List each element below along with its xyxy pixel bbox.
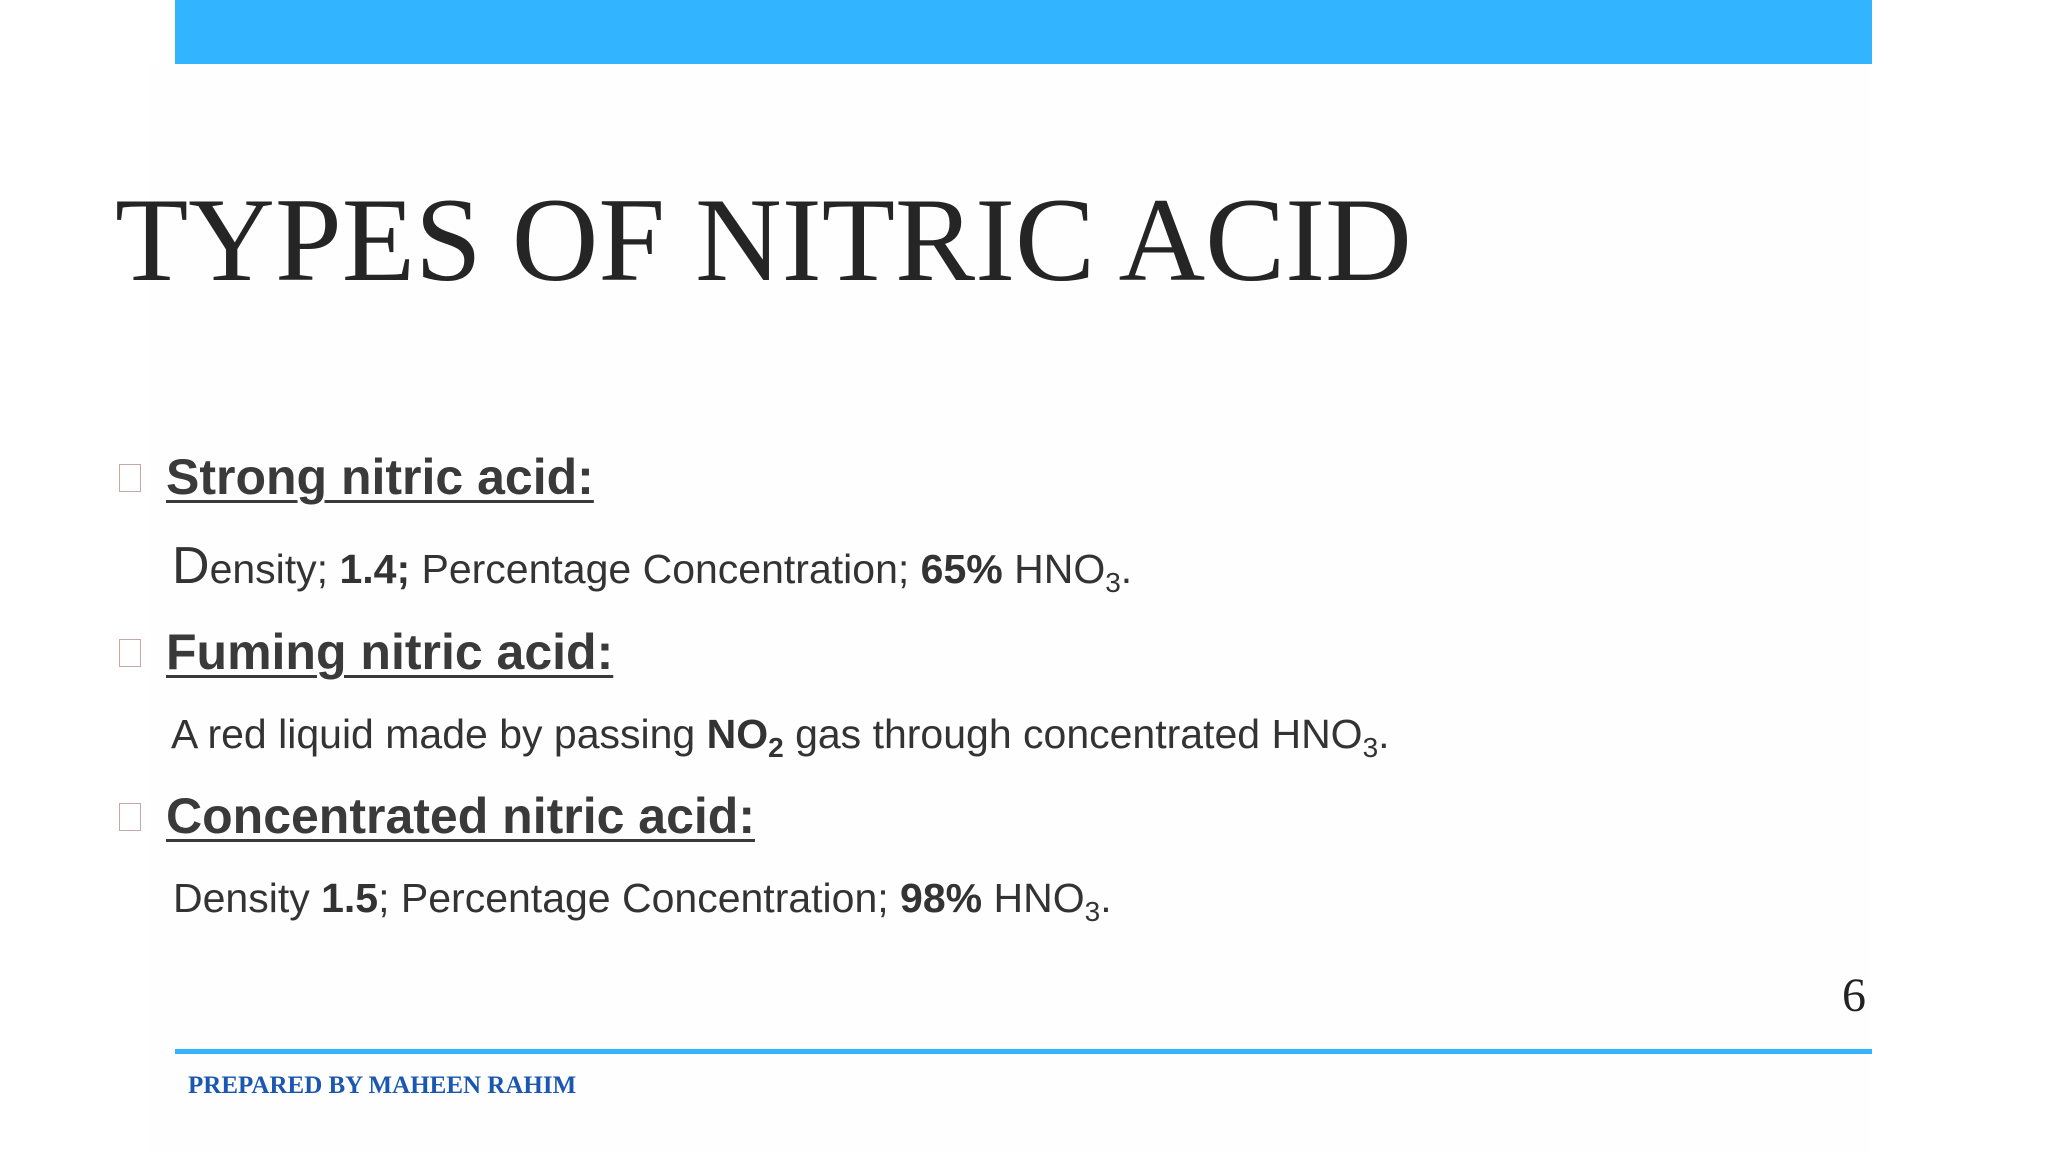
body-text: Density (173, 875, 322, 921)
slide-title: TYPES OF NITRIC ACID (115, 173, 1412, 306)
footer-credit: PREPARED BY MAHEEN RAHIM (188, 1072, 577, 1099)
body-text: ; Percentage Concentration; (378, 875, 901, 921)
subscript: 3 (1105, 567, 1121, 598)
body-text: HNO (1002, 546, 1106, 592)
subscript: 3 (1084, 896, 1101, 927)
body-text: gas through concentrated HNO (783, 711, 1363, 757)
bullet-box-icon (119, 464, 141, 492)
body-text: . (1378, 711, 1390, 757)
drop-cap: D (172, 537, 210, 595)
body-text: Percentage Concentration; (410, 546, 921, 592)
subscript: 2 (768, 732, 784, 763)
concentration-value: 98% (900, 875, 983, 921)
fuming-nitric-acid-description (171, 711, 1390, 763)
heading-fuming-nitric-acid: Fuming nitric acid: (166, 624, 614, 680)
body-text: HNO (982, 875, 1085, 921)
bullet-box-icon (119, 803, 141, 831)
body-text: . (1120, 546, 1133, 592)
density-value: 1.5 (321, 875, 379, 921)
strong-nitric-acid-description (172, 537, 1133, 598)
body-text: A red liquid made by passing (171, 711, 707, 757)
density-value: 1.4; (339, 546, 411, 592)
page-number: 6 (1842, 969, 1866, 1022)
concentration-value: 65% (920, 546, 1003, 592)
bullet-box-icon (119, 639, 141, 667)
heading-concentrated-nitric-acid: Concentrated nitric acid: (166, 788, 755, 844)
heading-strong-nitric-acid: Strong nitric acid: (166, 449, 594, 505)
body-text: . (1100, 875, 1112, 921)
subscript: 3 (1362, 732, 1379, 763)
body-text: ensity; (209, 546, 340, 592)
compound-name: NO (706, 711, 769, 757)
bottom-divider (175, 1049, 1872, 1054)
top-accent-bar (175, 0, 1872, 64)
concentrated-nitric-acid-description (173, 875, 1112, 927)
